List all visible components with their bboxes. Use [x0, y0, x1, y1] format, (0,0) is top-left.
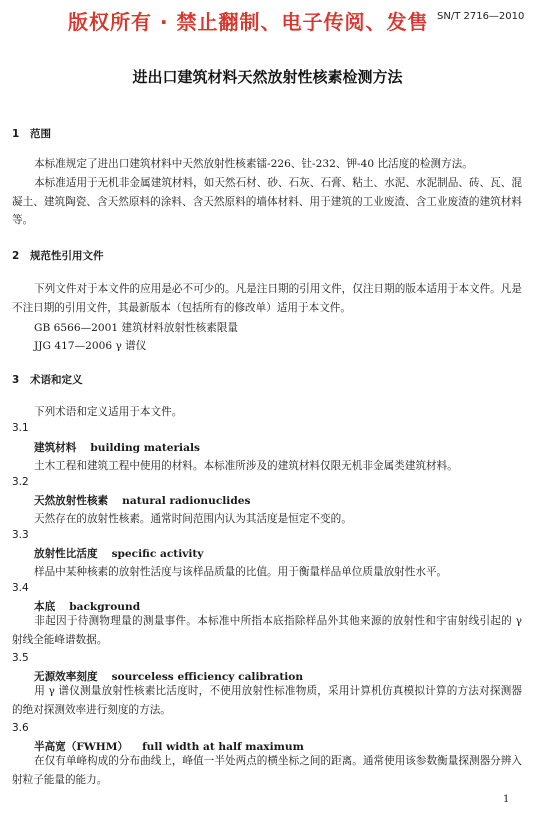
page-number: 1 [503, 794, 510, 805]
term-definition: 用 γ 谱仪测量放射性核素比活度时，不使用放射性标准物质，采用计算机仿真模拟计算的方法对探测器的绝对探测效率进行刻度的方法。 [12, 685, 522, 716]
section-number: 2 [12, 250, 20, 262]
term-number: 3.6 [12, 722, 29, 734]
term-heading: 无源效率刻度 sourceless efficiency calibration [34, 671, 304, 683]
term-number: 3.1 [12, 422, 29, 434]
section-number: 1 [12, 128, 20, 140]
term-heading: 放射性比活度 specific activity [34, 548, 204, 560]
reference-1: GB 6566—2001 建筑材料放射性核素限量 [34, 322, 239, 334]
document-title: 进出口建筑材料天然放射性核素检测方法 [132, 68, 403, 86]
copyright-watermark: 版权所有 · 禁止翻制、电子传阅、发售 [68, 10, 429, 34]
term-definition: 天然存在的放射性核素。通常时间范围内认为其活度是恒定不变的。 [34, 513, 352, 525]
section-3-heading [12, 372, 83, 387]
term-definition: 非起因于待测物理量的测量事件。本标准中所指本底指除样品外其他来源的放射性和宇宙射线引起的 γ 射线全能峰谱数据。 [12, 615, 522, 646]
section-2-paragraph-1: 下列文件对于本文件的应用是必不可少的。凡是注日期的引用文件，仅注日期的版本适用于本文件。凡是不注日期的引用文件，其最新版本（包括所有的修改单）适用于本文件。 [12, 283, 522, 314]
section-1-paragraph-2: 本标准适用于无机非金属建筑材料，如天然石材、砂、石灰、石膏、粘土、水泥、水泥制品、砖、瓦、混凝土、建筑陶瓷、含天然原料的涂料、含天然原料的墙体材料、用于建筑的工业废渣、含工业废渣的建筑材料等。 [12, 177, 522, 226]
term-definition: 在仅有单峰构成的分布曲线上，峰值一半处两点的横坐标之间的距离。通常使用该参数衡量探测器分辨入射粒子能量的能力。 [12, 755, 522, 786]
section-2-heading [12, 248, 104, 263]
term-definition: 土木工程和建筑工程中使用的材料。本标准所涉及的建筑材料仅限无机非金属类建筑材料。 [34, 460, 458, 472]
section-1-paragraph-1: 本标准规定了进出口建筑材料中天然放射性核素镭-226、钍-232、钾-40 比活度的检测方法。 [34, 158, 473, 170]
reference-2: JJG 417—2006 γ 谱仪 [34, 340, 147, 352]
section-3-intro: 下列术语和定义适用于本文件。 [34, 406, 183, 418]
section-title: 范围 [30, 128, 51, 140]
term-heading: 天然放射性核素 natural radionuclides [34, 495, 251, 507]
term-number: 3.5 [12, 652, 29, 664]
section-number: 3 [12, 374, 20, 386]
section-title: 术语和定义 [30, 374, 83, 386]
standard-number: SN/T 2716—2010 [437, 11, 525, 22]
section-title: 规范性引用文件 [30, 250, 104, 262]
term-heading: 建筑材料 building materials [34, 442, 200, 454]
term-heading: 本底 background [34, 601, 141, 613]
term-heading: 半高宽（FWHM） full width at half maximum [34, 741, 304, 753]
term-number: 3.4 [12, 582, 29, 594]
section-1-heading [12, 126, 51, 141]
term-number: 3.2 [12, 476, 29, 488]
term-number: 3.3 [12, 529, 29, 541]
term-definition: 样品中某种核素的放射性活度与该样品质量的比值。用于衡量样品单位质量放射性水平。 [34, 566, 448, 578]
